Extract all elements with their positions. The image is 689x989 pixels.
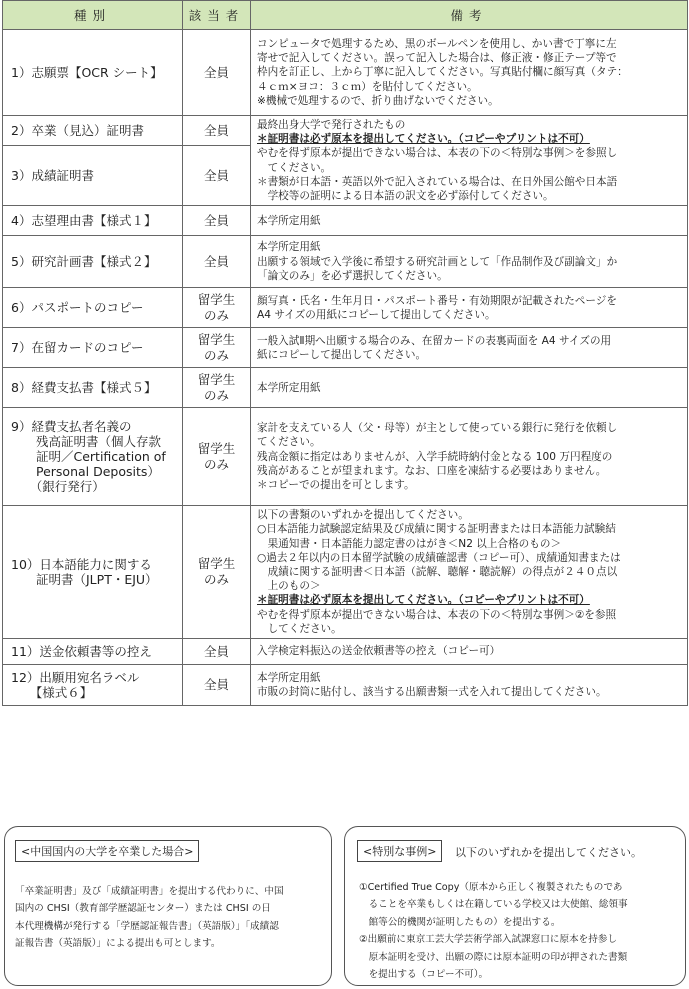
remarks-line: てください。 <box>257 161 332 174</box>
remarks-line: 以下の書類のいずれかを提出してください。 <box>257 509 469 522</box>
special-cases-box <box>344 826 686 986</box>
table-row <box>3 236 688 288</box>
remarks-line: 顔写真・氏名・生年月日・パスポート番号・有効期限が記載されたページを <box>257 294 617 307</box>
remarks-line: 残高金額に指定はありませんが、入学手続時納付金となる 100 万円程度の <box>257 450 613 463</box>
special-box-instruction: 以下のいずれかを提出してください。 <box>455 846 642 859</box>
document-type-cell <box>3 665 183 706</box>
document-type-line: （銀行発行） <box>11 479 105 495</box>
document-type-line: 5）研究計画書【様式２】 <box>11 254 157 270</box>
applicable-line: のみ <box>203 456 229 472</box>
applicable-line: のみ <box>203 347 229 363</box>
table-row <box>3 368 688 408</box>
remarks-cell <box>251 368 688 408</box>
applicable-cell <box>183 236 251 288</box>
document-type-line: 11）送金依頼書等の控え <box>11 644 152 660</box>
applicable-line: のみ <box>203 572 229 588</box>
remarks-cell <box>251 328 688 368</box>
document-type-cell <box>3 368 183 408</box>
document-type-cell <box>3 116 183 146</box>
remarks-cell <box>251 30 688 116</box>
table-row <box>3 206 688 236</box>
remarks-line: やむを得ず原本が提出できない場合は、本表の下の＜特別な事例＞②を参照 <box>257 608 617 621</box>
remarks-line: ○過去２年以内の日本留学試験の成績確認書（コピー可）、成績通知書または <box>257 551 621 564</box>
document-type-line: Personal Deposits） <box>11 464 160 480</box>
china-box-line: 本代理機構が発行する「学歴認証報告書」（英語版）」「成績認 <box>15 920 279 932</box>
remarks-line: 本学所定用紙 <box>257 671 321 684</box>
header-applicable: 該当者 <box>183 1 251 30</box>
document-type-cell <box>3 146 183 206</box>
remarks-cell <box>251 639 688 665</box>
document-type-cell <box>3 506 183 639</box>
applicable-cell <box>183 206 251 236</box>
special-box-line: を提出する（コピー不可）。 <box>359 969 489 981</box>
remarks-line: ○日本語能力試験認定結果及び成績に関する証明書または日本語能力試験結 <box>257 523 616 536</box>
document-type-line: 残高証明書（個人存款 <box>11 434 162 450</box>
document-type-line: 6）パスポートのコピー <box>11 300 144 316</box>
document-type-line: 【様式６】 <box>11 685 93 701</box>
remarks-cell <box>251 408 688 506</box>
remarks-line: 一般入試Ⅱ期へ出願する場合のみ、在留カードの表裏両面を A4 サイズの用 <box>257 334 612 347</box>
table-row <box>3 328 688 368</box>
remarks-line: コンピュータで処理するため、黒のボールペンを使用し、かい書で丁寧に左 <box>257 37 617 50</box>
document-type-line: 10）日本語能力に関する <box>11 557 152 573</box>
applicable-cell <box>183 288 251 328</box>
applicable-line: 留学生 <box>197 440 236 456</box>
applicable-cell <box>183 368 251 408</box>
document-type-line: 4）志望理由書【様式１】 <box>11 213 157 229</box>
remarks-line: やむを得ず原本が提出できない場合は、本表の下の＜特別な事例＞を参照し <box>257 147 618 160</box>
applicable-cell <box>183 146 251 206</box>
remarks-line: 上のもの＞ <box>257 580 321 593</box>
document-type-cell <box>3 30 183 116</box>
china-box-title: <中国国内の大学を卒業した場合> <box>15 840 199 862</box>
document-type-line: 1）志願票【OCR シート】 <box>11 65 163 80</box>
remarks-line: ４ｃｍ×ヨコ：３ｃｍ）を貼付してください。 <box>257 80 478 93</box>
document-type-line: 12）出願用宛名ラベル <box>11 670 140 686</box>
remarks-line: ＊証明書は必ず原本を提出してください。（コピーやプリントは不可） <box>257 594 590 607</box>
china-graduate-box <box>4 826 332 986</box>
remarks-line: 紙にコピーして提出してください。 <box>257 348 427 361</box>
applicable-line: 留学生 <box>197 331 236 347</box>
remarks-cell <box>251 236 688 288</box>
document-type-line: 8）経費支払書【様式５】 <box>11 380 157 396</box>
special-box-line: 原本証明を受け、出願の際には原本証明の印が押された書類 <box>359 951 628 963</box>
applicable-line: のみ <box>203 387 229 403</box>
china-box-line: 証報告書（英語版）」による提出も可とします。 <box>15 938 221 950</box>
remarks-line: 「論文のみ」を必ず選択してください。 <box>257 269 448 282</box>
remarks-line: 本学所定用紙 <box>257 214 321 227</box>
remarks-line: ＊書類が日本語・英語以外で記入されている場合は、在日外国公館や日本語 <box>257 175 618 188</box>
applicable-line: 全員 <box>203 167 229 183</box>
applicable-cell <box>183 30 251 116</box>
applicable-line: 全員 <box>203 643 229 659</box>
remarks-line: てください。 <box>257 436 321 449</box>
applicable-cell <box>183 639 251 665</box>
applicable-line: 留学生 <box>197 371 236 387</box>
china-box-line: 「卒業証明書」及び「成績証明書」を提出する代わりに、中国 <box>15 886 284 897</box>
remarks-line: してください。 <box>257 622 342 635</box>
table-row <box>3 506 688 639</box>
table-row <box>3 30 688 116</box>
remarks-line: 寄せで記入してください。誤って記入した場合は、修正液・修正テープ等で <box>257 52 617 65</box>
document-type-line: 証明／Certification of <box>11 449 166 465</box>
remarks-cell <box>251 665 688 706</box>
applicable-cell <box>183 328 251 368</box>
document-type-line: 証明書（JLPT・EJU） <box>11 572 158 588</box>
required-documents-table <box>2 0 688 706</box>
remarks-line: 本学所定用紙 <box>257 381 321 394</box>
document-type-cell <box>3 236 183 288</box>
remarks-line: A4 サイズの用紙にコピーして提出してください。 <box>257 308 496 321</box>
special-box-line: ②出願前に東京工芸大学芸術学部入試課窓口に原本を持参し <box>359 934 618 946</box>
table-row <box>3 288 688 328</box>
remarks-line: 学校等の証明による日本語の訳文を必ず添付してください。 <box>257 190 554 203</box>
applicable-line: 全員 <box>203 64 229 80</box>
applicable-line: 留学生 <box>197 556 236 572</box>
remarks-line: 最終出身大学で発行されたもの <box>257 119 406 131</box>
applicable-line: 全員 <box>203 677 229 693</box>
special-box-body <box>359 879 628 983</box>
applicable-line: 全員 <box>203 212 229 228</box>
table-row <box>3 639 688 665</box>
document-type-line: 3）成績証明書 <box>11 168 94 184</box>
applicable-line: 全員 <box>203 253 229 269</box>
remarks-cell-merged <box>251 116 688 206</box>
document-type-cell <box>3 408 183 506</box>
applicable-cell <box>183 408 251 506</box>
table-row <box>3 408 688 506</box>
applicable-line: 留学生 <box>197 291 236 307</box>
remarks-line: 出願する領域で入学後に希望する研究計画として「作品制作及び副論文」か <box>257 255 618 268</box>
special-box-line: 館等公的機関が証明したもの）を提出する。 <box>359 916 561 928</box>
applicable-line: のみ <box>203 307 229 323</box>
remarks-line: 枠内を訂正し、上から丁寧に記入してください。写真貼付欄に顔写真（タテ： <box>257 66 628 79</box>
applicable-cell <box>183 116 251 146</box>
china-box-body <box>15 883 284 953</box>
document-type-line: 9）経費支払者名義の <box>11 419 132 435</box>
document-type-cell <box>3 328 183 368</box>
remarks-line: 入学検定料振込の送金依頼書等の控え（コピー可） <box>257 645 501 658</box>
remarks-line: ※機械で処理するので、折り曲げないでください。 <box>257 94 499 107</box>
applicable-cell <box>183 665 251 706</box>
applicable-cell <box>183 506 251 639</box>
document-type-cell <box>3 639 183 665</box>
remarks-cell <box>251 206 688 236</box>
remarks-line: 成績に関する証明書＜日本語（読解、聴解・聴読解）の得点が２４０点以 <box>257 566 618 579</box>
document-type-line: 2）卒業（見込）証明書 <box>11 123 144 139</box>
remarks-line: 残高があることが望まれます。なお、口座を凍結する必要はありません。 <box>257 464 607 477</box>
document-type-cell <box>3 288 183 328</box>
document-type-cell <box>3 206 183 236</box>
remarks-line: 本学所定用紙 <box>257 241 321 254</box>
special-box-line: ることを卒業もしくは在籍している学校又は大使館、総領事 <box>359 899 628 911</box>
remarks-line: 家計を支えている人（父・母等）が主として使っている銀行に発行を依頼し <box>257 422 618 435</box>
remarks-line: ＊証明書は必ず原本を提出してください。（コピーやプリントは不可） <box>257 133 590 146</box>
remarks-line: 市販の封筒に貼付し、該当する出願書類一式を入れて提出してください。 <box>257 686 607 699</box>
table-row <box>3 665 688 706</box>
remarks-cell <box>251 506 688 639</box>
special-box-title: <特別な事例> <box>357 840 442 862</box>
remarks-line: 果通知書・日本語能力認定書のはがき＜N2 以上合格のもの＞ <box>257 537 562 550</box>
document-type-line: 7）在留カードのコピー <box>11 340 144 356</box>
special-box-line: ①Certified True Copy（原本から正しく複製されたものであ <box>359 882 623 893</box>
china-box-line: 国内の CHSI（教育部学歴認証センター）または CHSI の日 <box>15 903 271 915</box>
header-remarks: 備考 <box>251 1 688 30</box>
header-type: 種別 <box>3 1 183 30</box>
remarks-line: ＊コピーでの提出を可とします。 <box>257 479 415 492</box>
table-header-row <box>3 1 688 30</box>
table-row <box>3 116 688 146</box>
applicable-line: 全員 <box>203 122 229 138</box>
remarks-cell <box>251 288 688 328</box>
